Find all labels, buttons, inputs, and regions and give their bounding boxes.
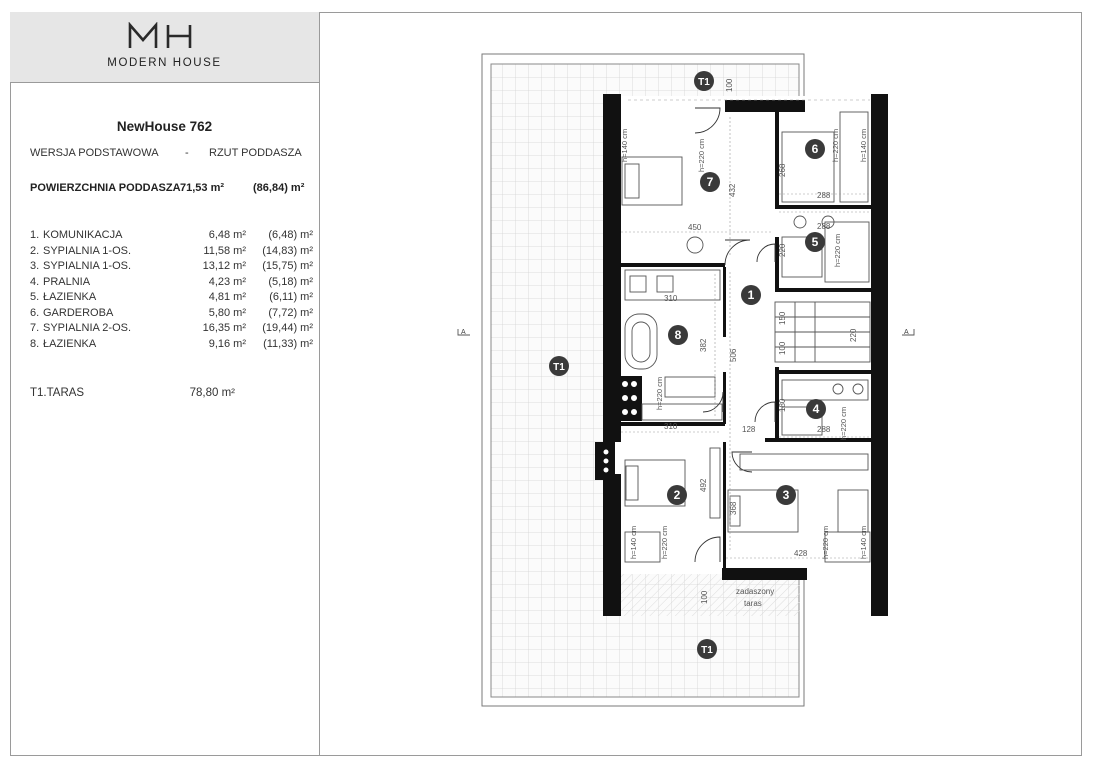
room-number: 3.	[30, 260, 40, 272]
version-label: WERSJA PODSTAWOWA	[30, 147, 159, 159]
vent-hole	[622, 409, 628, 415]
separator: -	[185, 147, 189, 159]
dim-text: 220	[849, 328, 858, 342]
vent-hole	[622, 395, 628, 401]
room-marker-8: 8	[674, 328, 682, 342]
room-area: 4,23 m²	[208, 275, 246, 288]
room-name: SYPIALNIA 1-OS.	[43, 244, 132, 257]
room-row	[30, 291, 313, 307]
wall-south-beam	[722, 568, 807, 580]
room-marker-7: 7	[706, 175, 714, 189]
brand-header	[10, 12, 319, 83]
height-text: h=140 cm	[859, 128, 868, 162]
info-panel	[10, 12, 320, 756]
room-marker-3: 3	[782, 488, 790, 502]
height-text: h=220 cm	[833, 233, 842, 267]
height-text: h=220 cm	[660, 525, 669, 559]
vent-hole	[622, 381, 628, 387]
dim-text: 428	[794, 549, 808, 558]
logo-mark	[128, 22, 192, 50]
room-marker-1: 1	[747, 288, 755, 302]
room-area: 16,35 m²	[202, 322, 246, 334]
room-list	[30, 229, 313, 353]
dim-text: 368	[729, 501, 738, 515]
room-area-gross: (11,33) m²	[263, 337, 313, 350]
room-marker-2: 2	[673, 488, 681, 502]
dim-text: 128	[742, 425, 756, 434]
room-row	[30, 322, 313, 338]
wall-north-beam	[725, 100, 805, 112]
dim-text: 100	[725, 78, 734, 92]
height-text: h=140 cm	[620, 128, 629, 162]
height-text: h=140 cm	[859, 525, 868, 559]
room-name: PRALNIA	[43, 275, 91, 288]
height-text: h=140 cm	[629, 525, 638, 559]
room-row	[30, 307, 313, 323]
room-area: 5,80 m²	[208, 306, 246, 319]
room-area: 13,12 m²	[202, 260, 246, 272]
terrace-marker: T1	[553, 362, 565, 373]
room-name: ŁAZIENKA	[43, 337, 97, 350]
terrace-label: T1.TARAS	[30, 387, 85, 399]
height-text: h=220 cm	[655, 376, 664, 410]
dim-text: 450	[688, 223, 702, 232]
room-area: 4,81 m²	[208, 291, 246, 303]
dim-text: 100	[778, 341, 787, 355]
height-text: h=220 cm	[697, 138, 706, 172]
room-number: 5.	[30, 291, 40, 303]
brand-name: MODERN HOUSE	[107, 57, 222, 69]
vent-hole	[631, 395, 637, 401]
chimney-flue	[604, 450, 609, 455]
room-area-gross: (7,72) m²	[268, 306, 313, 319]
room-row	[30, 260, 313, 276]
room-area-gross: (15,75) m²	[262, 260, 313, 272]
dim-text: 150	[778, 311, 787, 325]
height-text: h=220 cm	[831, 128, 840, 162]
room-marker-5: 5	[811, 235, 819, 249]
dim-text: 100	[700, 590, 709, 604]
vent-block	[618, 376, 642, 421]
room-area: 11,58 m²	[203, 244, 246, 257]
wall-east	[871, 94, 888, 616]
room-name: ŁAZIENKA	[43, 291, 97, 303]
room-area: 9,16 m²	[208, 337, 246, 350]
total-area-gross: (86,84) m²	[253, 182, 305, 194]
dim-text: 288	[817, 191, 831, 200]
room-marker-4: 4	[812, 402, 820, 416]
covered-terrace-label: taras	[744, 599, 762, 608]
section-mark-right: A	[904, 329, 909, 336]
room-number: 2.	[30, 244, 40, 257]
terrace-marker: T1	[698, 77, 710, 88]
dim-text: 220	[778, 243, 787, 257]
house-interior	[610, 96, 880, 574]
room-name: KOMUNIKACJA	[43, 229, 123, 241]
room-name: GARDEROBA	[43, 306, 114, 319]
terrace-marker: T1	[701, 645, 713, 656]
dim-text: 310	[664, 422, 678, 431]
room-marker-6: 6	[811, 142, 819, 156]
dim-text: 268	[778, 163, 787, 177]
chimney-flue	[604, 468, 609, 473]
height-text: h=220 cm	[839, 406, 848, 440]
room-name: SYPIALNIA 1-OS.	[43, 260, 132, 272]
floor-plan	[320, 12, 1082, 756]
room-number: 6.	[30, 306, 40, 319]
dim-text: 432	[728, 183, 737, 197]
total-area-value: 71,53 m²	[180, 182, 225, 194]
dim-text: 180	[778, 398, 787, 412]
covered-terrace-label: zadaszony	[736, 587, 775, 596]
room-area-gross: (14,83) m²	[262, 244, 313, 257]
room-name: SYPIALNIA 2-OS.	[43, 322, 132, 334]
vent-hole	[631, 409, 637, 415]
dim-text: 506	[729, 348, 738, 362]
view-label: RZUT PODDASZA	[209, 147, 302, 159]
section-mark-left: A	[461, 329, 466, 336]
room-row	[30, 276, 313, 292]
dim-text: 382	[699, 338, 708, 352]
room-area-gross: (6,48) m²	[268, 229, 313, 241]
dim-text: 288	[817, 222, 831, 231]
terrace-area: 78,80 m²	[189, 387, 235, 399]
room-area: 6,48 m²	[208, 229, 246, 241]
project-title: NewHouse 762	[116, 119, 213, 134]
room-number: 8.	[30, 337, 40, 350]
wall-west-lower	[603, 474, 621, 616]
room-number: 7.	[30, 322, 40, 334]
chimney-flue	[604, 459, 609, 464]
room-area-gross: (5,18) m²	[268, 275, 313, 288]
dim-text: 288	[817, 425, 831, 434]
room-area-gross: (19,44) m²	[262, 322, 313, 334]
room-number: 4.	[30, 275, 40, 288]
room-area-gross: (6,11) m²	[269, 291, 313, 303]
room-number: 1.	[30, 229, 40, 241]
height-text: h=220 cm	[821, 525, 830, 559]
dim-text: 492	[699, 478, 708, 492]
vent-hole	[631, 381, 637, 387]
room-row	[30, 229, 313, 245]
room-row	[30, 245, 313, 261]
total-area-label: POWIERZCHNIA PODDASZA	[30, 182, 181, 194]
dim-text: 310	[664, 294, 678, 303]
room-row	[30, 338, 313, 354]
